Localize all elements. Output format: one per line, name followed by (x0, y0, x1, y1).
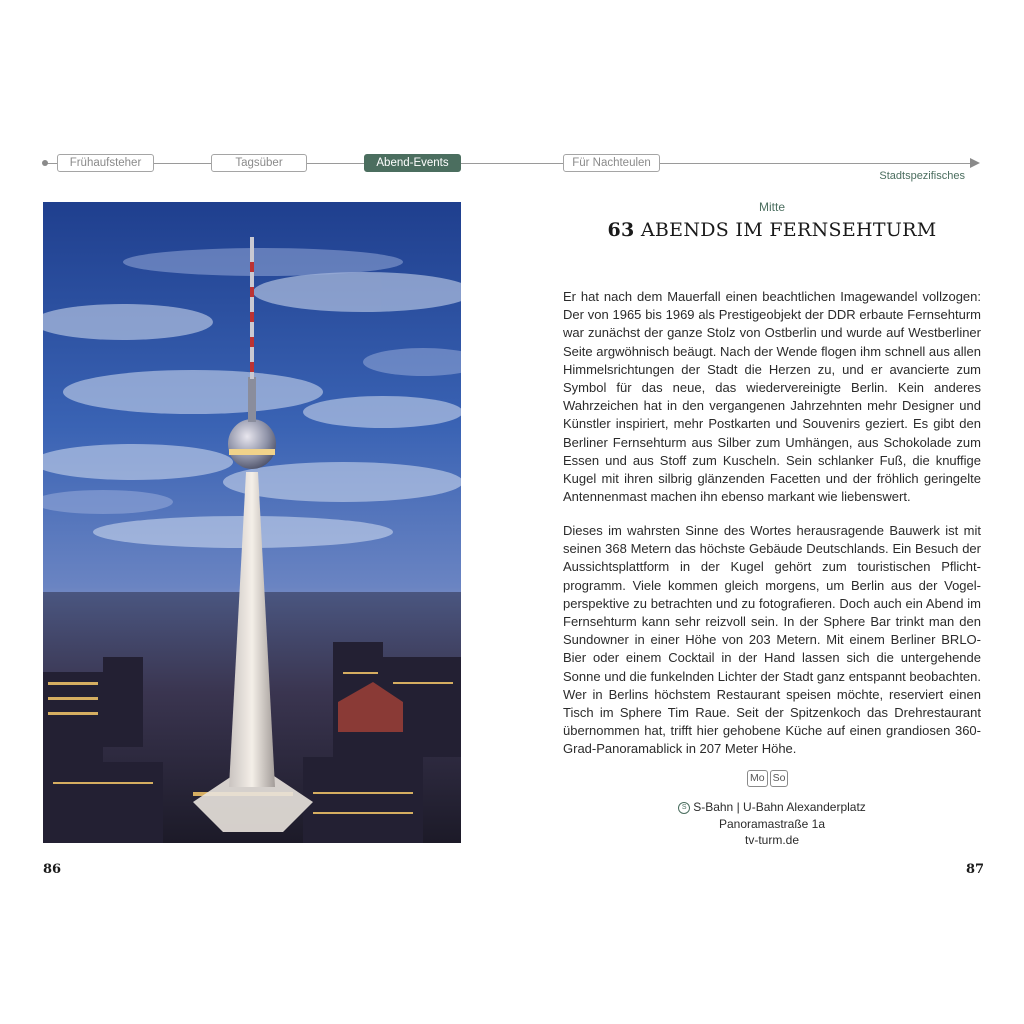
entry-title (563, 219, 981, 241)
u-bahn-label: U-Bahn (743, 800, 784, 814)
entry-title-text: ABENDS IM FERNSEHTURM (640, 219, 937, 241)
body-paragraph-2: Dieses im wahrsten Sinne des Wortes herausragende Bauwerk ist mit seinen 368 Metern das höchste Gebäude Deutschlands. Ein Besuch der Aussichtsplattform in der Kugel gehört zum touristischen Pflichtprogramm. Viele kommen gleich morgens, um Berlin aus der Vogelperspektive zu betrachten und zu fotografieren. Doch auch ein Abend im Fernsehturm kann sehr reizvoll sein. In der Sphere Bar trinkt man den Sundowner in einer Höhe von 203 Metern. Mit einem Berliner BRLO-Bier oder einem Cocktail in der Hand lassen sich die untergehende Sonne und die funkelnden Lichter der Stadt ganz entspannt beobachten. Wer in Berlins höchstem Restaurant speisen möchte, reserviert einen Tisch im Sphere Tim Raue. Seit der Spitzenkoch das Drehrestaurant übernommen hat, trifft hier gehobene Küche auf einen grandiosen 360-Grad-Panoramablick in 207 Meter Höhe. (563, 523, 981, 757)
timeline-arrow-icon (970, 158, 980, 168)
tv-tower-photo (43, 202, 461, 843)
address: Panoramastraße 1a (718, 817, 826, 831)
transit-icon: S (678, 802, 690, 814)
body-paragraph-1: Er hat nach dem Mauerfall einen beachtlichen Imagewandel vollzogen: Der von 1965 bis 1969 als Prestigeobjekt der DDR erbaute Fernsehturm war zunächst der ganze Stolz von Ostberlin und wurde auf Westberliner Seite argwöhnisch beäugt. Nach der Wende flogen ihm schnell aus allen Himmelsrichtungen der Stadt die Herzen zu, und er avancierte zum Symbol für das neue, das wiedervereinigte Berlin. Kein anderes Wahrzeichen hat in den vergangenen Jahrzehnten mehr Designer und Künstler inspiriert, mehr Postkarten und Souvenirs geziert. Es gibt den Berliner Fernsehturm aus Silber zum Umhängen, aus Schokolade zum Essen und aus Stoff zum Kuscheln. Sein schlanker Fuß, die knuffige Kugel mit ihren silbrig glänzenden Facetten und der fröhlich geringelte Antennenmast machen ihn ebenso markant wie liebenswert. (563, 289, 981, 505)
district-label: Mitte (758, 200, 785, 214)
tab-fuer-nachteulen[interactable]: Für Nachteulen (563, 154, 660, 172)
station-name: Alexanderplatz (786, 800, 866, 814)
tab-abend-events[interactable]: Abend-Events (364, 154, 461, 172)
page-number-right: 87 (966, 862, 985, 877)
website-link[interactable]: tv-turm.de (744, 833, 799, 847)
s-bahn-label: S-Bahn (693, 800, 734, 814)
entry-number: 63 (607, 219, 635, 241)
opening-days (747, 770, 788, 787)
timeline-line (46, 163, 974, 164)
tab-tagsueber[interactable]: Tagsüber (211, 154, 307, 172)
page-number-left: 86 (43, 862, 62, 877)
day-badge-so: So (770, 770, 789, 787)
section-label: Stadtspezifisches (879, 170, 965, 182)
timeline-start-dot (42, 160, 48, 166)
transit-info (563, 800, 981, 814)
tab-fruehaufsteher[interactable]: Frühaufsteher (57, 154, 154, 172)
day-badge-mo: Mo (747, 770, 768, 787)
transit-separator: | (736, 800, 740, 814)
